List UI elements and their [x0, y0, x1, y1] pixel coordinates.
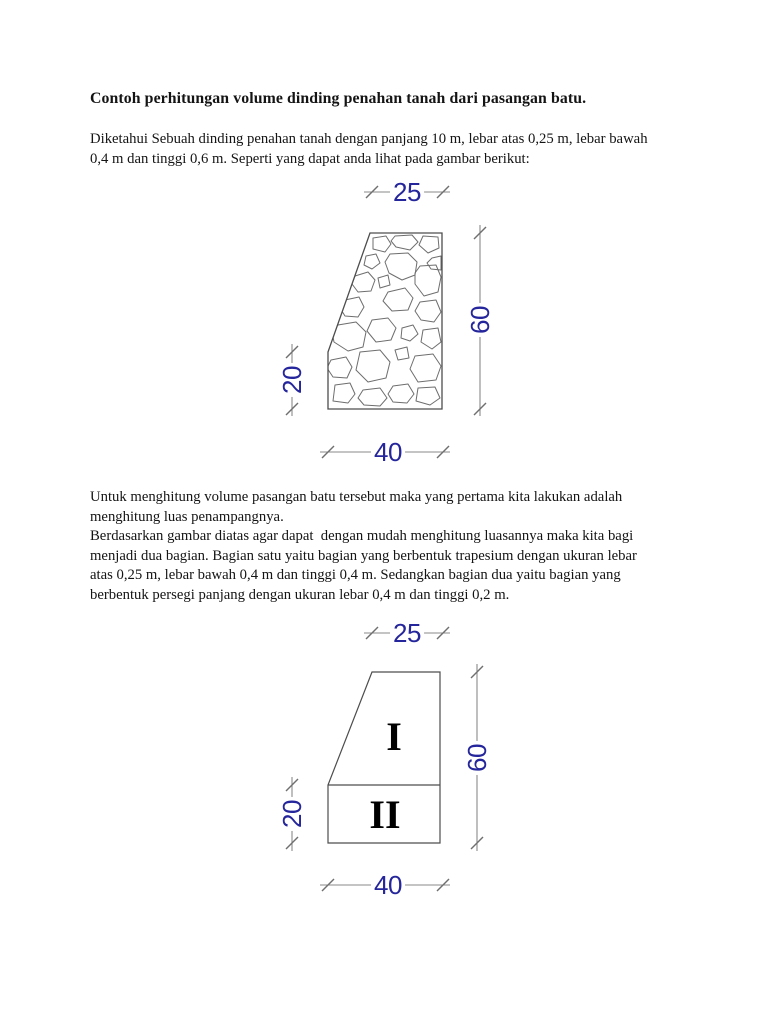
dimension-ticks: [286, 186, 486, 458]
dimension-lower-height: 20: [279, 363, 305, 397]
body-line-2: menghitung luas penampangnya.: [90, 508, 284, 525]
dimension-lines: [292, 633, 477, 885]
dimension-lines: [292, 192, 480, 452]
part-label-rectangle: II: [369, 792, 401, 837]
body-line-6: berbentuk persegi panjang dengan ukuran lebar 0,4 m dan tinggi 0,2 m.: [90, 586, 510, 603]
dimension-total-height: 60: [467, 303, 493, 337]
body-line-4: menjadi dua bagian. Bagian satu yaitu bagian yang berbentuk trapesium dengan ukuran lebar: [90, 547, 637, 564]
dimension-total-height: 60: [464, 741, 490, 775]
dimension-top-width: 25: [390, 620, 424, 646]
page-title: Contoh perhitungan volume dinding penahan tanah dari pasangan batu.: [90, 90, 587, 107]
dimension-lower-height: 20: [279, 797, 305, 831]
figure-divided-cross-section: [260, 610, 520, 920]
intro-line-2: 0,4 m dan tinggi 0,6 m. Seperti yang dapat anda lihat pada gambar berikut:: [90, 150, 530, 167]
body-line-3: Berdasarkan gambar diatas agar dapat dengan mudah menghitung luasannya maka kita bagi: [90, 528, 634, 544]
intro-line-1: Diketahui Sebuah dinding penahan tanah dengan panjang 10 m, lebar atas 0,25 m, lebar bawah: [90, 131, 648, 147]
dimension-bottom-width: 40: [371, 872, 405, 898]
figure-stone-wall-cross-section: [260, 170, 520, 480]
body-line-5: atas 0,25 m, lebar bawah 0,4 m dan tinggi 0,4 m. Sedangkan bagian dua yaitu bagian yang: [90, 567, 621, 583]
dimension-ticks: [286, 627, 483, 891]
stone-pattern: [327, 235, 441, 406]
part-label-trapezoid: I: [386, 714, 402, 759]
dimension-bottom-width: 40: [371, 439, 405, 465]
body-line-1: Untuk menghitung volume pasangan batu tersebut maka yang pertama kita lakukan adalah: [90, 489, 623, 505]
dimension-top-width: 25: [390, 179, 424, 205]
